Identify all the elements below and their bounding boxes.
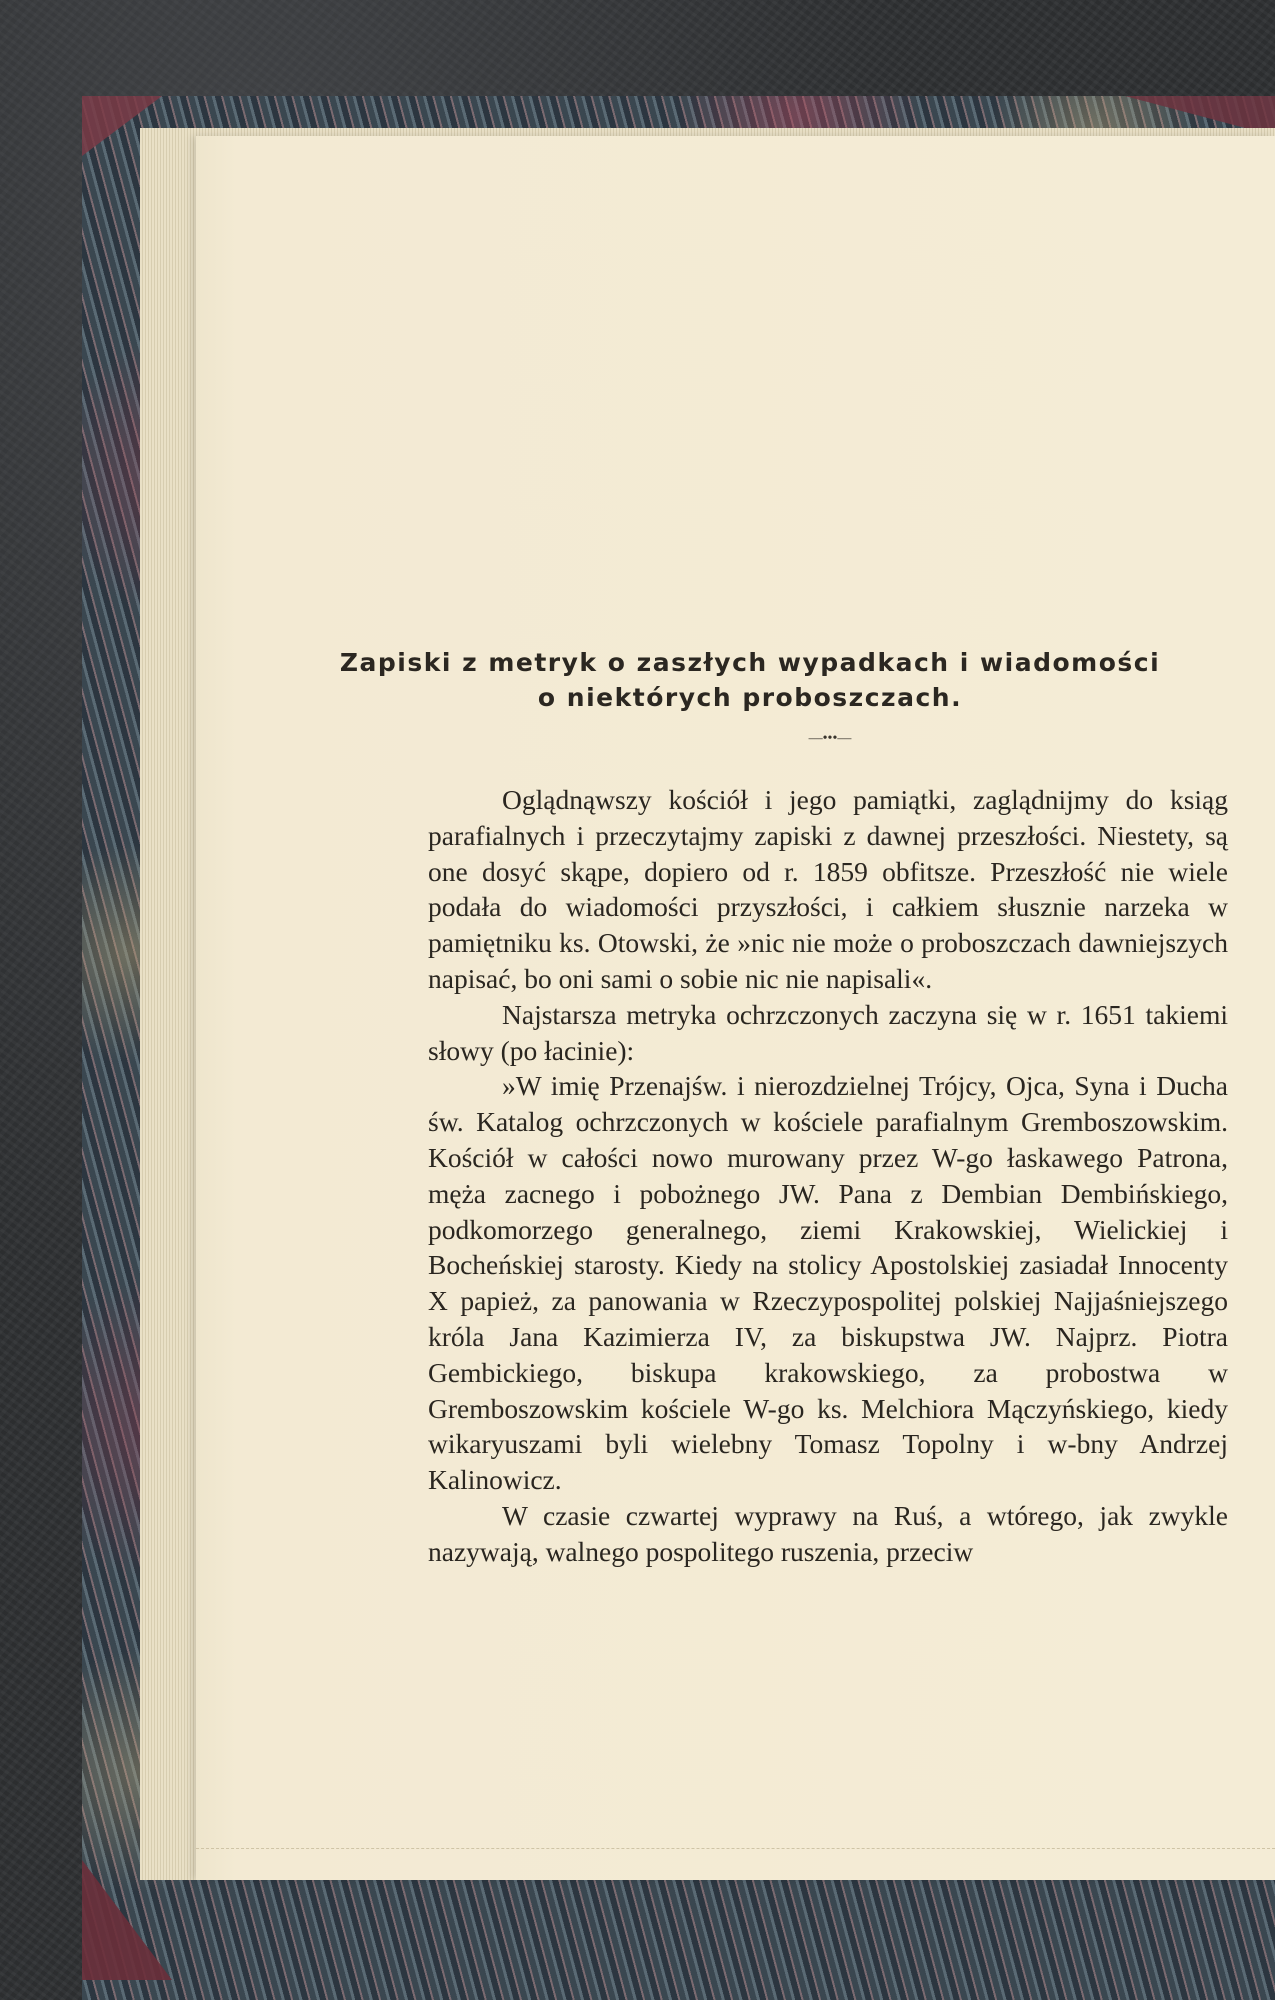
paragraph: »W imię Przenajśw. i nierozdzielnej Trójcy, Ojca, Syna i Ducha św. Katalog ochrzczonych w kościele parafialnym Gremboszowskim. Kościół w całości nowo murowany przez W-go łaskawego Patrona, męża zacnego i pobożnego JW. Pana z Dembian Dembińskiego, podkomorzego generalnego, ziemi Krakowskiej, Wielickiej i Bocheńskiej starosty. Kiedy na stolicy Apostolskiej zasiadał Innocenty X papież, za panowania w Rzeczypospolitej polskiej Najjaśniejszego króla Jana Kazimierza IV, za biskupstwa JW. Najprz. Piotra Gembickiego, biskupa krakowskiego, za probostwa w Gremboszowskim kościele W-go ks. Melchiora Mączyńskiego, kiedy wikaryuszami byli wielebny Tomasz Topolny i w-bny Andrzej Kalinowicz. (428, 1070, 1228, 1496)
chapter-heading-line-1: Zapiski z metryk o zaszłych wypadkach i wiadomości (339, 648, 1161, 677)
paragraph: W czasie czwartej wyprawy na Ruś, a wtórego, jak zwykle nazywają, walnego pospolitego ruszenia, przeciw (428, 1499, 1228, 1567)
ornament-divider: —•••— (808, 731, 852, 746)
chapter-heading-line-2: o niektórych proboszczach. (537, 683, 963, 712)
paragraph: Oglądnąwszy kościół i jego pamiątki, zaglądnijmy do ksiąg parafialnych i przeczytajmy zapiski z dawnej przeszłości. Niestety, są one dosyć skąpe, dopiero od r. 1859 obfitsze. Przeszłość nie wiele podała do wiadomości przyszłości, i całkiem słusznie narzeka w pamiętniku ks. Otowski, że »nic nie może o proboszczach dawniejszych napisać, bo oni sami o sobie nic nie napisali«. (428, 784, 1228, 994)
paragraph: Najstarsza metryka ochrzczonych zaczyna się w r. 1651 takiemi słowy (po łacinie): (428, 998, 1228, 1066)
body-text (428, 782, 1228, 1570)
page-bottom-edge (196, 1848, 1275, 1849)
